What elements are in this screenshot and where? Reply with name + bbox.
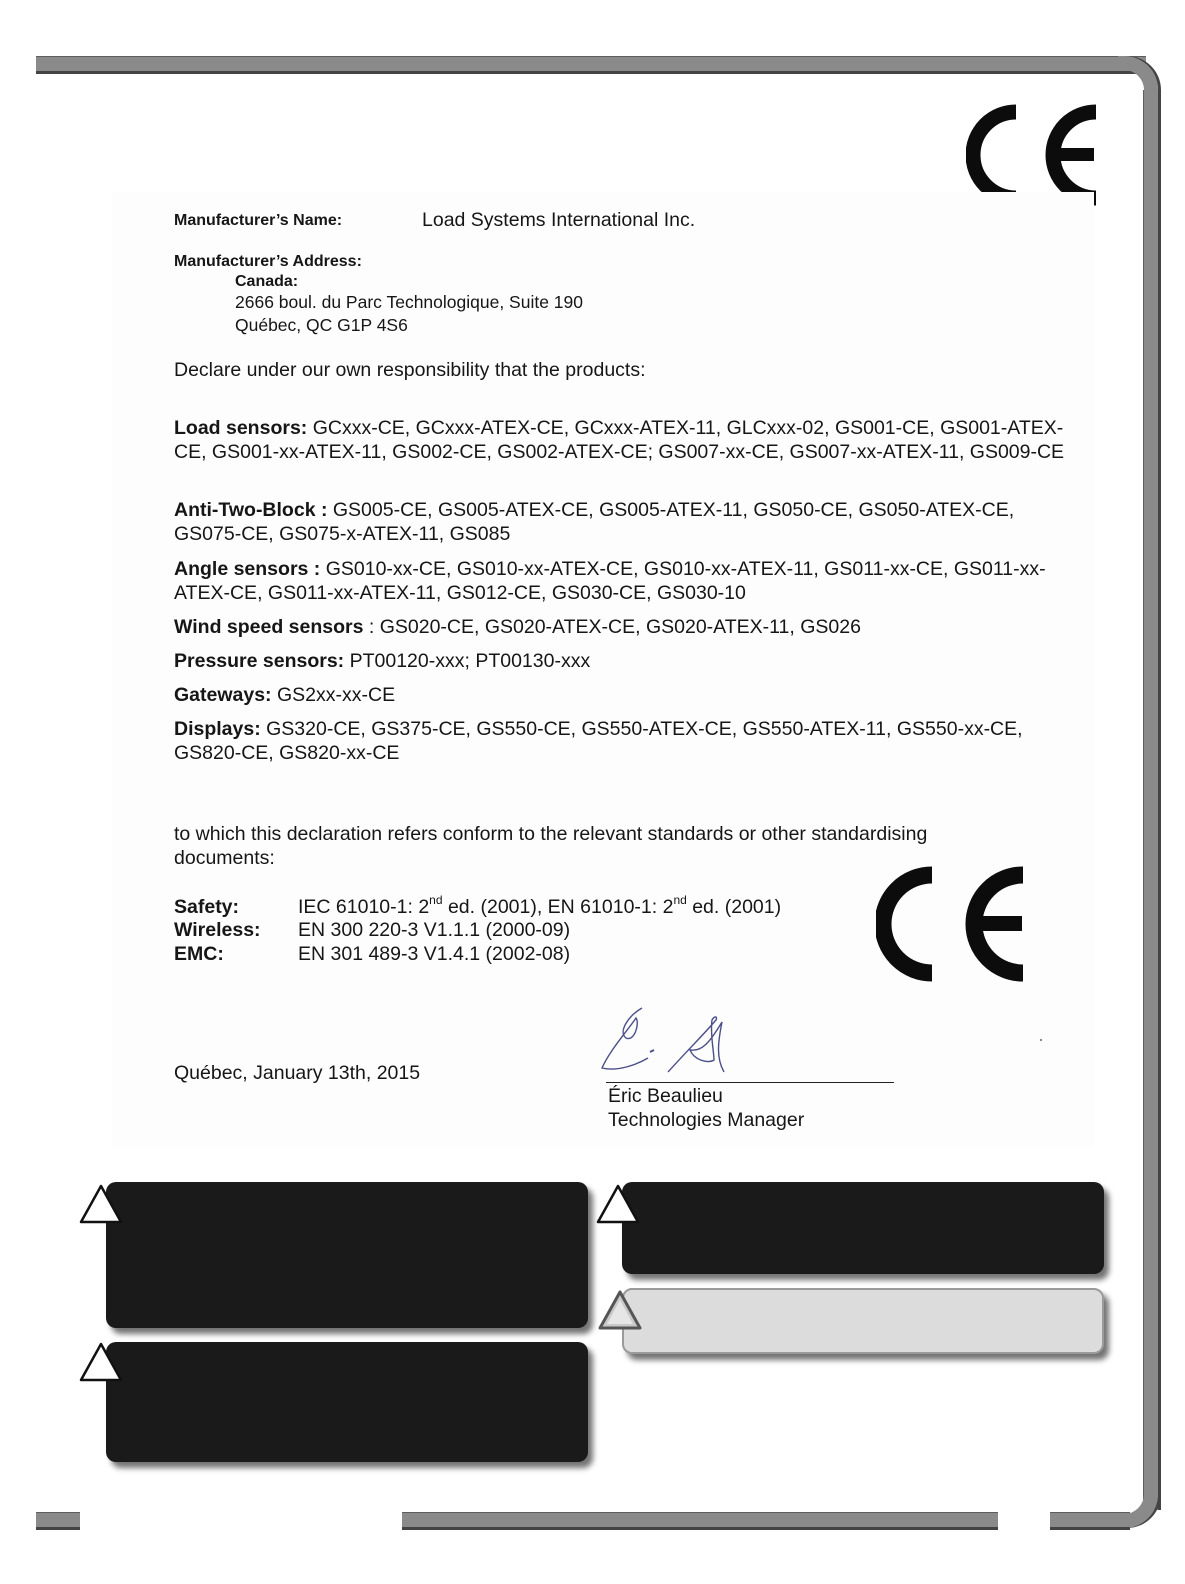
warning-box xyxy=(622,1182,1104,1274)
product-group-label: Angle sensors : xyxy=(174,558,321,580)
product-group-text: GCxxx-CE, GCxxx-ATEX-CE, GCxxx-ATEX-11, GLCxxx-02, GS001-CE, GS001-ATEX-CE, GS001-xx-ATEX-11, GS002-CE, GS002-ATEX-CE; GS007-xx-CE, GS007-xx-ATEX-11, GS009-CE xyxy=(174,417,1065,463)
ce-mark-icon xyxy=(876,866,1030,982)
warning-triangle-icon xyxy=(79,1184,123,1224)
product-group xyxy=(174,616,1074,640)
address-country: Canada: xyxy=(235,273,299,290)
declaration-statement: Declare under our own responsibility that the products: xyxy=(174,359,646,381)
product-group xyxy=(174,558,1074,605)
product-group xyxy=(174,417,1074,464)
caution-triangle-icon xyxy=(598,1290,642,1330)
product-group-text: GS005-CE, GS005-ATEX-CE, GS005-ATEX-11, GS050-CE, GS050-ATEX-CE, GS075-CE, GS075-x-ATEX-11, GS085 xyxy=(174,499,1015,545)
scan-speck xyxy=(1040,1039,1042,1041)
declaration-document xyxy=(112,192,1094,1148)
address-line-1: 2666 boul. du Parc Technologique, Suite 190 xyxy=(235,292,584,312)
product-group-label: Anti-Two-Block : xyxy=(174,499,328,521)
caution-box xyxy=(622,1288,1104,1354)
address-line-2: Québec, QC G1P 4S6 xyxy=(235,315,408,335)
emc-label: EMC: xyxy=(174,943,224,965)
product-group xyxy=(174,684,1074,708)
product-group-text: GS320-CE, GS375-CE, GS550-CE, GS550-ATEX-CE, GS550-ATEX-11, GS550-xx-CE, GS820-CE, GS820-xx-CE xyxy=(174,718,1023,764)
safety-value: IEC 61010-1: 2nd ed. (2001), EN 61010-1: 2nd ed. (2001) xyxy=(298,892,782,918)
product-group-text: GS010-xx-CE, GS010-xx-ATEX-CE, GS010-xx-ATEX-11, GS011-xx-CE, GS011-xx-ATEX-CE, GS011-xx-ATEX-11, GS012-CE, GS030-CE, GS030-10 xyxy=(174,558,1046,604)
page-frame-bottom-segment xyxy=(1050,1512,1130,1527)
safety-label: Safety: xyxy=(174,896,240,918)
product-group xyxy=(174,499,1074,546)
conformity-statement: to which this declaration refers conform to the relevant standards or other standardising documents: xyxy=(174,823,928,869)
product-group-text: : GS020-CE, GS020-ATEX-CE, GS020-ATEX-11, GS026 xyxy=(363,616,861,638)
wireless-value: EN 300 220-3 V1.1.1 (2000-09) xyxy=(298,919,571,941)
place-and-date: Québec, January 13th, 2015 xyxy=(174,1062,421,1084)
product-group xyxy=(174,650,1074,674)
product-group-label: Load sensors: xyxy=(174,417,308,439)
product-group xyxy=(174,718,1074,765)
page-frame-right xyxy=(1144,90,1158,1510)
product-group-label: Gateways: xyxy=(174,684,272,706)
page-frame-bottom-segment xyxy=(402,1512,998,1527)
wireless-label: Wireless: xyxy=(174,919,261,941)
signature-icon xyxy=(598,1002,898,1086)
manufacturer-name-label: Manufacturer’s Name: xyxy=(174,212,343,229)
product-group-label: Wind speed sensors xyxy=(174,616,364,638)
signatory-title: Technologies Manager xyxy=(608,1109,805,1131)
signature-line xyxy=(606,1082,894,1083)
product-group-label: Pressure sensors: xyxy=(174,650,345,672)
product-group-label: Displays: xyxy=(174,718,261,740)
warning-triangle-icon xyxy=(79,1342,123,1382)
ce-mark-icon xyxy=(966,104,1102,206)
product-group-text: GS2xx-xx-CE xyxy=(271,684,396,706)
emc-value: EN 301 489-3 V1.4.1 (2002-08) xyxy=(298,943,571,965)
signatory-name: Éric Beaulieu xyxy=(608,1085,723,1107)
product-group-text: PT00120-xxx; PT00130-xxx xyxy=(344,650,591,672)
page-frame-top xyxy=(36,56,1146,71)
warning-triangle-icon xyxy=(596,1184,640,1224)
warning-box xyxy=(106,1342,588,1462)
manufacturer-address-label: Manufacturer’s Address: xyxy=(174,253,362,270)
page-frame-bottom-segment xyxy=(36,1512,80,1527)
manufacturer-name-value: Load Systems International Inc. xyxy=(422,209,696,231)
warning-box xyxy=(106,1182,588,1328)
